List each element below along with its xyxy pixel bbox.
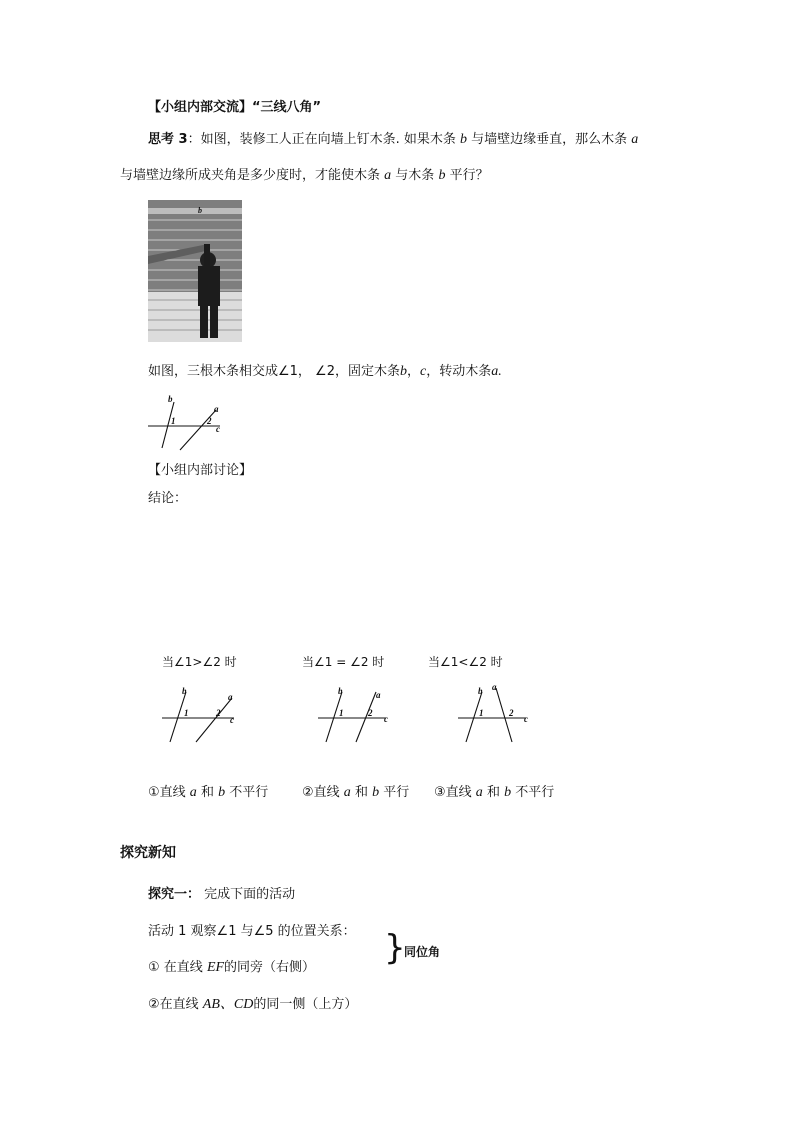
- case2-title: 当∠1 = ∠2 时: [302, 655, 385, 669]
- line2-text-1: 与墙壁边缘所成夹角是多少度时，才能使木条: [120, 168, 381, 183]
- point2: [148, 993, 357, 1013]
- result-suffix: 平行: [383, 785, 410, 800]
- think3-line2: [120, 164, 489, 184]
- label-b: b: [478, 686, 483, 696]
- case3-diagram: [454, 682, 544, 746]
- var-b: b: [399, 364, 407, 379]
- point1-prefix: ① 在直线: [148, 960, 203, 975]
- label-1: 1: [184, 708, 189, 718]
- point2-prefix: ②在直线: [148, 997, 199, 1012]
- point1: [148, 956, 315, 976]
- and-word: 和: [486, 785, 500, 800]
- var-ab-cd: AB、CD: [202, 997, 254, 1012]
- label-2: 2: [509, 708, 514, 718]
- var-b: b: [372, 785, 380, 800]
- intro-end: a.: [491, 364, 502, 379]
- and-word: 和: [354, 785, 368, 800]
- label-a: a: [492, 682, 497, 692]
- case1-diagram: [158, 684, 248, 748]
- var-a: a: [475, 785, 483, 800]
- part-text: 完成下面的活动: [204, 887, 296, 902]
- case3-title: 当∠1<∠2 时: [428, 655, 503, 669]
- result-prefix: ③直线: [434, 785, 472, 800]
- var-b: b: [504, 785, 512, 800]
- point2-suffix: 的同一侧（上方）: [253, 997, 358, 1012]
- intro-text-2: ，转动木条: [426, 364, 492, 379]
- label-1: 1: [171, 416, 176, 426]
- var-b: b: [459, 132, 467, 147]
- intro-text-1: 如图，三根木条相交成∠1， ∠2，固定木条: [148, 364, 400, 379]
- var-c: c: [420, 364, 427, 379]
- case3-result: [434, 781, 554, 801]
- think3-text-2: 与墙壁边缘垂直，那么木条: [471, 132, 628, 147]
- label-2: 2: [368, 708, 373, 718]
- label-a: a: [228, 692, 233, 702]
- label-2: 2: [207, 416, 212, 426]
- intro-comma: ，: [406, 364, 420, 379]
- activity1-title: 活动 1 观察∠1 与∠5 的位置关系：: [148, 924, 356, 939]
- part-label: 探究一：: [148, 887, 201, 902]
- group-discussion-heading: 【小组内部讨论】: [148, 463, 253, 478]
- label-b: b: [338, 686, 343, 696]
- intro-line: [148, 360, 502, 380]
- label-a: a: [214, 404, 219, 414]
- think3-text-1: ：如图，装修工人正在向墙上钉木条. 如果木条: [187, 132, 456, 147]
- label-c: c: [524, 714, 528, 724]
- brace-symbol: }: [384, 928, 406, 968]
- case1-result: [148, 781, 268, 801]
- label-b: b: [182, 686, 187, 696]
- corresponding-angles-label: 同位角: [404, 945, 441, 959]
- label-c: c: [230, 715, 234, 725]
- result-prefix: ①直线: [148, 785, 186, 800]
- var-b: b: [438, 168, 446, 183]
- line2-text-2: 与木条: [395, 168, 435, 183]
- label-c: c: [216, 424, 220, 434]
- var-a: a: [189, 785, 197, 800]
- case1-title: 当∠1>∠2 时: [162, 655, 237, 669]
- intro-diagram: [146, 392, 230, 452]
- result-prefix: ②直线: [302, 785, 340, 800]
- label-2: 2: [216, 708, 221, 718]
- label-1: 1: [479, 708, 484, 718]
- worker-wall-photo: [148, 200, 242, 342]
- photo-label-b: b: [198, 206, 202, 215]
- point1-suffix: 的同旁（右侧）: [224, 960, 316, 975]
- section-heading-exchange: 【小组内部交流】“三线八角”: [148, 100, 322, 115]
- var-a: a: [384, 168, 392, 183]
- var-b: b: [218, 785, 226, 800]
- var-ef: EF: [206, 960, 225, 975]
- section-title-explore: 探究新知: [120, 845, 176, 861]
- label-1: 1: [339, 708, 344, 718]
- think3-label: 思考 3: [148, 132, 188, 147]
- case2-result: [302, 781, 409, 801]
- explore-part1: [148, 883, 295, 902]
- result-suffix: 不平行: [229, 785, 269, 800]
- label-a: a: [376, 690, 381, 700]
- result-suffix: 不平行: [515, 785, 555, 800]
- label-c: c: [384, 714, 388, 724]
- label-b: b: [168, 394, 173, 404]
- var-a: a: [631, 132, 639, 147]
- line2-text-3: 平行？: [449, 168, 489, 183]
- case2-diagram: [314, 684, 404, 748]
- var-a: a: [343, 785, 351, 800]
- conclusion-label: 结论：: [148, 491, 188, 506]
- and-word: 和: [200, 785, 214, 800]
- think3-line1: [148, 128, 638, 148]
